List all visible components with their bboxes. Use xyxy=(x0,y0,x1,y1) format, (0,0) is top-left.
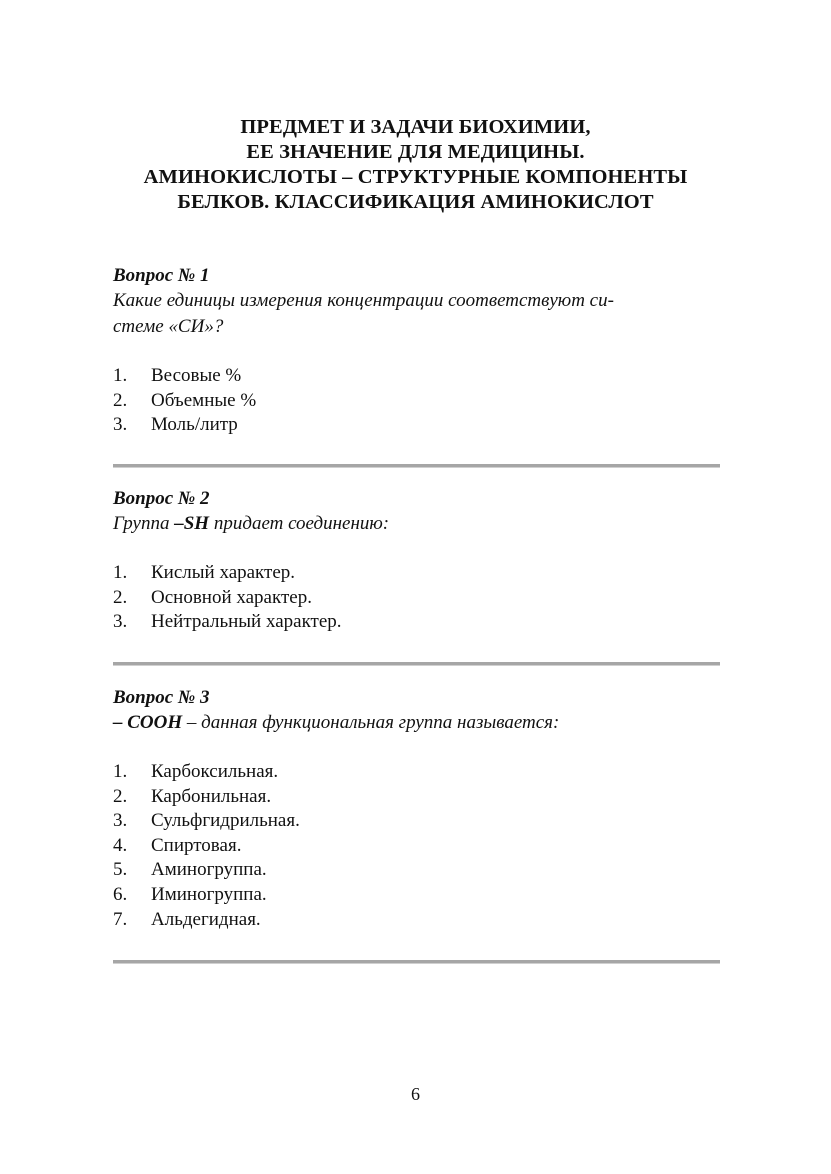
answer-option xyxy=(113,785,720,810)
answer-option xyxy=(113,760,720,785)
question-text xyxy=(113,511,720,537)
answer-options xyxy=(113,760,720,932)
page-number: 6 xyxy=(411,1084,420,1104)
option-text: Весовые % xyxy=(151,365,242,386)
title-line: ПРЕДМЕТ И ЗАДАЧИ БИОХИМИИ, xyxy=(240,116,591,138)
question-heading: Вопрос № 3 xyxy=(113,687,210,708)
question-1 xyxy=(113,263,720,438)
option-text: Карбонильная. xyxy=(151,785,272,807)
option-number: 3. xyxy=(113,414,128,436)
option-text: Иминогруппа. xyxy=(151,883,267,905)
question-text-line: стеме «СИ»? xyxy=(113,316,224,337)
option-number: 4. xyxy=(113,834,128,856)
section-divider xyxy=(113,960,720,964)
answer-option xyxy=(113,809,720,834)
option-text: Нейтральный характер. xyxy=(151,611,342,633)
option-text: Кислый характер. xyxy=(151,562,296,583)
option-number: 1. xyxy=(113,562,128,583)
question-text-part: – данная функциональная группа называется: xyxy=(182,712,560,733)
option-number: 6. xyxy=(113,883,128,905)
option-text: Сульфгидрильная. xyxy=(151,810,300,832)
question-text-part: Группа xyxy=(113,513,175,534)
answer-option xyxy=(113,413,720,438)
option-number: 2. xyxy=(113,389,128,411)
question-2 xyxy=(113,486,720,635)
title-line: БЕЛКОВ. КЛАССИФИКАЦИЯ АМИНОКИСЛОТ xyxy=(177,191,654,213)
title-line: АМИНОКИСЛОТЫ – СТРУКТУРНЫЕ КОМПОНЕНТЫ xyxy=(143,166,688,188)
option-number: 3. xyxy=(113,810,128,832)
chemical-group: –SH xyxy=(174,513,210,534)
answer-option xyxy=(113,908,720,933)
question-3 xyxy=(113,685,720,932)
option-number: 3. xyxy=(113,611,128,633)
question-text-line: Какие единицы измерения концентрации соответствуют си- xyxy=(113,290,614,311)
answer-options xyxy=(113,561,720,635)
page-title xyxy=(100,115,731,215)
option-text: Аминогруппа. xyxy=(151,859,267,881)
answer-option xyxy=(113,883,720,908)
answer-option xyxy=(113,364,720,389)
chemical-group: – СООН xyxy=(113,712,183,733)
option-text: Спиртовая. xyxy=(151,834,242,856)
answer-option xyxy=(113,389,720,414)
answer-option xyxy=(113,586,720,611)
option-number: 5. xyxy=(113,859,128,881)
option-text: Альдегидная. xyxy=(151,908,261,930)
option-number: 2. xyxy=(113,785,128,807)
option-number: 1. xyxy=(113,365,128,386)
option-text: Основной характер. xyxy=(151,586,312,608)
answer-options xyxy=(113,364,720,438)
question-heading: Вопрос № 1 xyxy=(113,265,210,286)
title-line: ЕЕ ЗНАЧЕНИЕ ДЛЯ МЕДИЦИНЫ. xyxy=(246,141,585,163)
answer-option xyxy=(113,610,720,635)
answer-option xyxy=(113,858,720,883)
question-text xyxy=(113,288,720,340)
question-text xyxy=(113,710,720,736)
option-text: Объемные % xyxy=(151,389,257,411)
answer-option xyxy=(113,561,720,586)
option-text: Карбоксильная. xyxy=(151,761,279,782)
question-heading: Вопрос № 2 xyxy=(113,488,210,509)
answer-option xyxy=(113,834,720,859)
section-divider xyxy=(113,662,720,666)
question-text-part: придает соединению: xyxy=(209,513,390,534)
option-number: 1. xyxy=(113,761,128,782)
option-number: 7. xyxy=(113,908,128,930)
option-text: Моль/литр xyxy=(151,414,238,436)
section-divider xyxy=(113,464,720,468)
option-number: 2. xyxy=(113,586,128,608)
